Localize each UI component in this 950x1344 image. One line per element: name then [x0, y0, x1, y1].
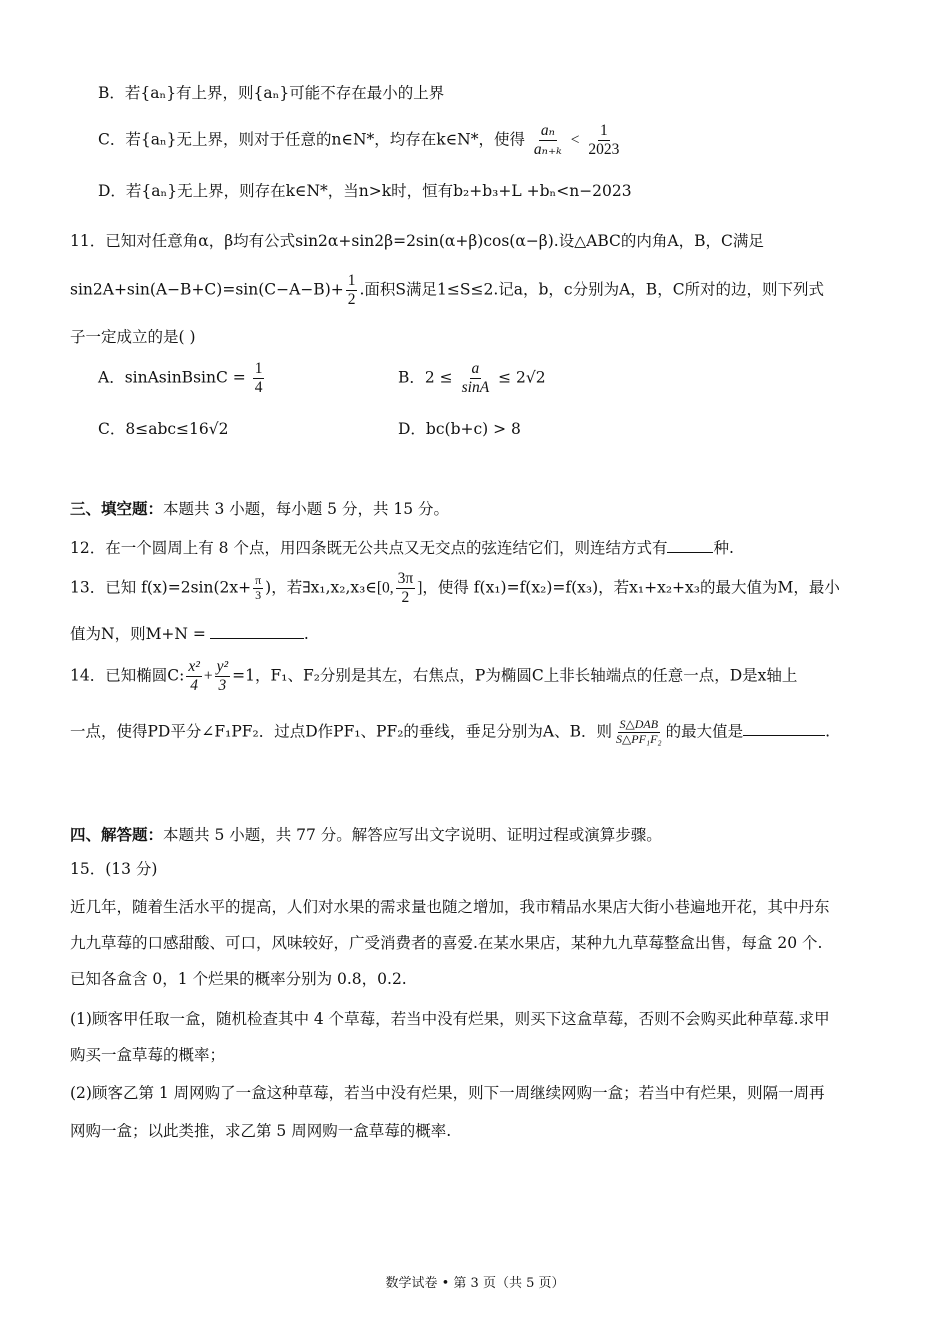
q11-line1: 11．已知对任意角α，β均有公式sin2α+sin2β=2sin(α+β)cos(α−β).设△ABC的内角A，B，C满足: [70, 232, 764, 250]
q14-line2: [70, 718, 830, 747]
q13-interval-close: ]: [417, 579, 423, 597]
q10-option-c-text: C．若{aₙ}无上界，则对于任意的n∈N*，均存在k∈N*，使得: [98, 130, 525, 149]
q11-option-a: [98, 360, 266, 397]
q13-mid: )，若∃x₁,x₂,x₃∈: [265, 578, 377, 597]
q11-line2-pre: sin2A+sin(A−B+C)=sin(C−A−B)+: [70, 280, 344, 299]
q13-line2-text: 值为N，则M+N =: [70, 625, 206, 643]
q15-paragraph-1: 近几年，随着生活水平的提高，人们对水果的需求量也随之增加，我市精品水果店大街小巷遍地开花，其中丹东: [70, 898, 830, 916]
q11-option-b: [398, 360, 546, 397]
q15-sub1-line1: (1)顾客甲任取一盒，随机检查其中 4 个草莓，若当中没有烂果，则买下这盒草莓，否则不会购买此种草莓.求甲: [70, 1010, 830, 1028]
q11-option-a-text: A．sinAsinBsinC =: [98, 368, 246, 387]
q14-line1: [70, 658, 797, 695]
q13-pi-fraction: $\frac{\pi}{3}$: [255, 573, 262, 602]
q15-sub2-line1: (2)顾客乙第 1 周网购了一盒这种草莓，若当中没有烂果，则下一周继续网购一盒；若当中有烂果，则隔一周再: [70, 1084, 825, 1102]
section4-title: 四、解答题：: [70, 825, 164, 844]
q11-option-b-post: ≤ 2√2: [498, 368, 546, 387]
q14-plus: +: [203, 667, 213, 685]
q11-a-fraction: $\frac{1}{4}$: [254, 360, 263, 396]
q15-paragraph-3: 已知各盒含 0，1 个烂果的概率分别为 0.8，0.2.: [70, 970, 407, 988]
q10-option-c: [98, 122, 623, 159]
q14-blank: [743, 721, 825, 736]
q13-interval-open: [0,: [376, 579, 394, 597]
section4-desc: 本题共 5 小题，共 77 分。解答应写出文字说明、证明过程或演算步骤。: [163, 826, 662, 844]
page-footer: 数学试卷 • 第 3 页（共 5 页）: [385, 1276, 565, 1291]
q12: [70, 538, 734, 558]
q13-pre: 13．已知 f(x)=2sin(2x+: [70, 578, 252, 597]
q15-paragraph-2: 九九草莓的口感甜酸、可口，风味较好，广受消费者的喜爱.在某水果店，某种九九草莓整盒出售，每盒 20 个.: [70, 934, 823, 952]
q11-option-c: C．8≤abc≤16√2: [98, 420, 229, 438]
q13-post: ，使得 f(x₁)=f(x₂)=f(x₃)，若x₁+x₂+x₃的最大值为M，最小: [422, 578, 840, 597]
q12-blank: [667, 538, 713, 553]
q13-line2: [70, 624, 309, 644]
q13-line1: [70, 570, 840, 607]
q10-option-b: B．若{aₙ}有上界，则{aₙ}可能不存在最小的上界: [98, 84, 445, 102]
q15-sub2-line2: 网购一盒；以此类推，求乙第 5 周网购一盒草莓的概率.: [70, 1122, 452, 1140]
q13-interval-fraction: $\frac{3\pi}{2}$: [397, 570, 414, 606]
q13-end: .: [303, 625, 309, 643]
section4-heading: [70, 826, 662, 845]
q11-b-fraction: $\frac{a}{\sin A}$: [461, 360, 490, 396]
q12-post: 种.: [713, 539, 734, 557]
q14-x-fraction: $\frac{\text{x²}}{4}$: [188, 658, 200, 694]
q11-option-d: D．bc(b+c) > 8: [398, 420, 521, 438]
q11-option-b-text: B．2 ≤: [398, 368, 453, 387]
q14-pre: 14．已知椭圆C:: [70, 666, 185, 685]
section3-title: 三、填空题：: [70, 499, 164, 518]
section3-desc: 本题共 3 小题，每小题 5 分，共 15 分。: [163, 500, 450, 518]
q14-post: =1，F₁、F₂分别是其左，右焦点，P为椭圆C上非长轴端点的任意一点，D是x轴上: [232, 666, 798, 685]
q11-half-fraction: $\frac{1}{2}$: [347, 272, 356, 308]
q14-end: .: [825, 722, 831, 741]
q12-text: 12．在一个圆周上有 8 个点，用四条既无公共点又无交点的弦连结它们，则连结方式有: [70, 539, 668, 557]
q11-line2-post: .面积S满足1≤S≤2.记a，b，c分别为A，B，C所对的边，则下列式: [359, 280, 825, 299]
q13-blank: [210, 624, 304, 639]
q11-line3: 子一定成立的是( ): [70, 328, 196, 346]
section3-heading: [70, 500, 449, 519]
q15-head: 15．(13 分): [70, 860, 158, 878]
q10-c-relation: <: [570, 131, 580, 149]
q14-line2-pre: 一点，使得PD平分∠F₁PF₂．过点D作PF₁、PF₂的垂线，垂足分别为A、B．则: [70, 722, 613, 741]
q14-line2-post: 的最大值是: [665, 722, 744, 741]
q15-sub1-line2: 购买一盒草莓的概率；: [70, 1046, 226, 1064]
q10-c-fraction: $\frac{\text{aₙ}}{\text{aₙ₊ₖ}}$: [533, 122, 562, 158]
q11-line2: [70, 272, 824, 309]
q14-y-fraction: $\frac{\text{y²}}{3}$: [216, 658, 229, 694]
q10-option-d: D．若{aₙ}无上界，则存在k∈N*，当n>k时，恒有b₂+b₃+L +bₙ<n−2023: [98, 182, 632, 200]
q10-c-rhs-fraction: $\frac{1}{2023}$: [588, 122, 620, 158]
q14-ratio-fraction: $\frac{\text{S△DAB}}{\text{S△PF₁F₂}}$: [616, 717, 662, 746]
